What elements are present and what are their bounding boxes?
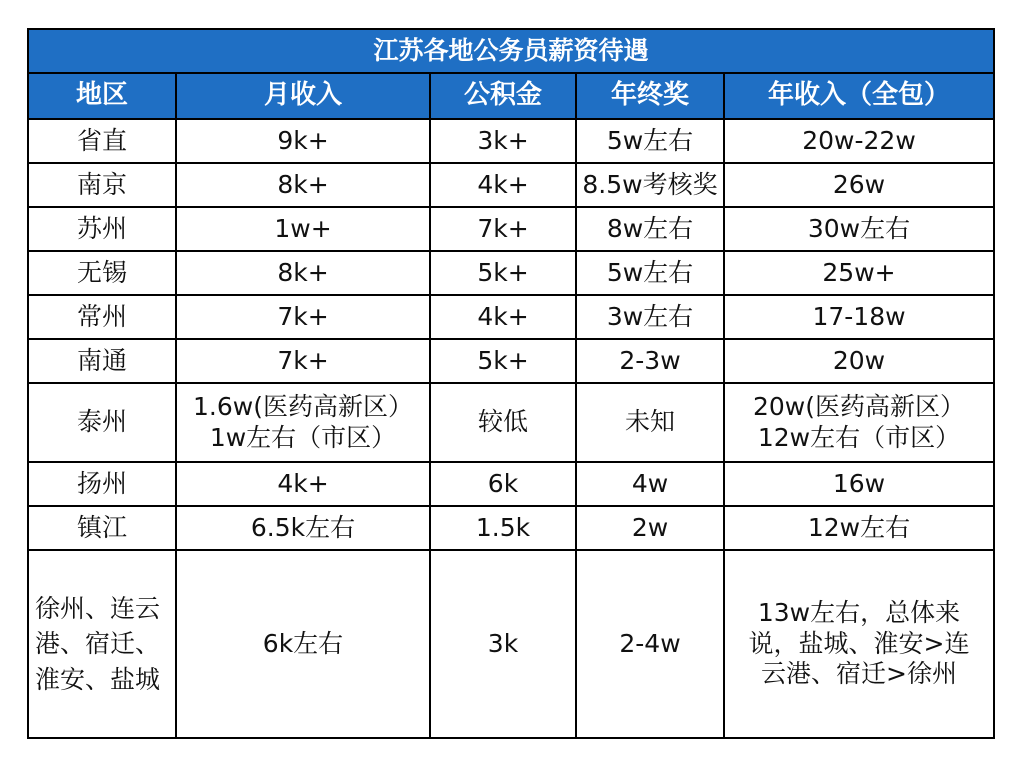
header-year-end-bonus: 年终奖 — [576, 73, 724, 119]
table-row — [28, 207, 994, 251]
table-row — [28, 339, 994, 383]
table-row — [28, 462, 994, 506]
cell-year-end-bonus: 4w — [576, 462, 724, 506]
cell-year-end-bonus: 8.5w考核奖 — [576, 163, 724, 207]
cell-region: 扬州 — [28, 462, 176, 506]
salary-table-sheet — [27, 28, 995, 739]
header-monthly-income: 月收入 — [176, 73, 430, 119]
cell-year-end-bonus: 2-4w — [576, 550, 724, 738]
table-row — [28, 251, 994, 295]
cell-monthly-income: 8k+ — [176, 251, 430, 295]
cell-annual-income: 30w左右 — [724, 207, 994, 251]
header-housing-fund: 公积金 — [430, 73, 576, 119]
cell-annual-income: 20w-22w — [724, 119, 994, 163]
cell-annual-income: 16w — [724, 462, 994, 506]
cell-monthly-income: 1.6w(医药高新区） 1w左右（市区） — [176, 383, 430, 462]
cell-housing-fund: 4k+ — [430, 295, 576, 339]
cell-region: 苏州 — [28, 207, 176, 251]
table-row — [28, 383, 994, 462]
cell-year-end-bonus: 8w左右 — [576, 207, 724, 251]
cell-housing-fund: 5k+ — [430, 339, 576, 383]
cell-region: 常州 — [28, 295, 176, 339]
cell-region: 无锡 — [28, 251, 176, 295]
cell-monthly-income: 9k+ — [176, 119, 430, 163]
table-row — [28, 506, 994, 550]
cell-monthly-income: 6.5k左右 — [176, 506, 430, 550]
cell-region: 省直 — [28, 119, 176, 163]
cell-year-end-bonus: 5w左右 — [576, 251, 724, 295]
cell-annual-income: 13w左右，总体来 说，盐城、淮安>连 云港、宿迁>徐州 — [724, 550, 994, 738]
cell-annual-income: 12w左右 — [724, 506, 994, 550]
cell-region: 南京 — [28, 163, 176, 207]
cell-housing-fund: 4k+ — [430, 163, 576, 207]
cell-housing-fund: 5k+ — [430, 251, 576, 295]
cell-annual-income: 25w+ — [724, 251, 994, 295]
salary-table — [27, 28, 995, 739]
cell-monthly-income: 7k+ — [176, 295, 430, 339]
cell-housing-fund: 3k+ — [430, 119, 576, 163]
cell-monthly-income: 6k左右 — [176, 550, 430, 738]
table-row — [28, 119, 994, 163]
cell-monthly-income: 1w+ — [176, 207, 430, 251]
cell-housing-fund: 较低 — [430, 383, 576, 462]
cell-region: 镇江 — [28, 506, 176, 550]
cell-monthly-income: 4k+ — [176, 462, 430, 506]
table-title-row — [28, 29, 994, 73]
cell-region: 南通 — [28, 339, 176, 383]
table-header-row — [28, 73, 994, 119]
cell-year-end-bonus: 未知 — [576, 383, 724, 462]
cell-year-end-bonus: 5w左右 — [576, 119, 724, 163]
cell-housing-fund: 7k+ — [430, 207, 576, 251]
cell-annual-income: 20w — [724, 339, 994, 383]
cell-region: 徐州、连云 港、宿迁、 淮安、盐城 — [28, 550, 176, 738]
cell-year-end-bonus: 2w — [576, 506, 724, 550]
table-title: 江苏各地公务员薪资待遇 — [28, 29, 994, 73]
cell-housing-fund: 3k — [430, 550, 576, 738]
cell-region: 泰州 — [28, 383, 176, 462]
cell-monthly-income: 8k+ — [176, 163, 430, 207]
cell-annual-income: 20w(医药高新区） 12w左右（市区） — [724, 383, 994, 462]
header-region: 地区 — [28, 73, 176, 119]
cell-year-end-bonus: 3w左右 — [576, 295, 724, 339]
cell-monthly-income: 7k+ — [176, 339, 430, 383]
table-row — [28, 295, 994, 339]
cell-housing-fund: 6k — [430, 462, 576, 506]
cell-year-end-bonus: 2-3w — [576, 339, 724, 383]
header-annual-income: 年收入（全包） — [724, 73, 994, 119]
cell-annual-income: 26w — [724, 163, 994, 207]
cell-annual-income: 17-18w — [724, 295, 994, 339]
cell-housing-fund: 1.5k — [430, 506, 576, 550]
table-row — [28, 550, 994, 738]
table-row — [28, 163, 994, 207]
